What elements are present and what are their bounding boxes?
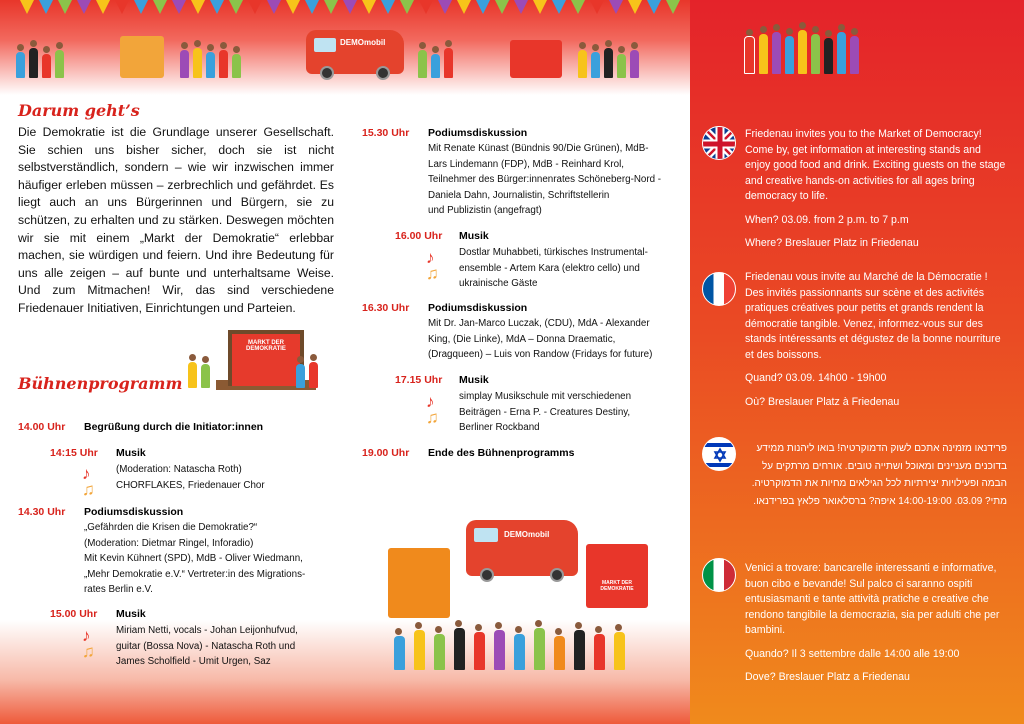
italy-flag-icon <box>702 558 736 592</box>
program-time: 16.30 Uhr <box>362 302 410 314</box>
program-desc: simplay Musikschule mit verschiedenen Beiträgen - Erna P. - Creatures Destiny, Berliner Rockband <box>459 391 632 433</box>
stage-audience <box>296 362 318 388</box>
program-title: Podiumsdiskussion <box>428 127 528 139</box>
program-title: Podiumsdiskussion <box>84 506 184 518</box>
program-time: 19.00 Uhr <box>362 447 410 459</box>
crowd-illustration-right <box>418 48 453 78</box>
italian-block <box>745 561 1007 686</box>
program-desc: Miriam Netti, vocals - Johan Leijonhufvud, guitar (Bossa Nova) - Natascha Roth und James Scholfield - Umit Urgen, Saz <box>116 625 298 667</box>
demomobil-bus-bottom-illustration <box>466 520 578 576</box>
program-title: Musik <box>459 230 489 242</box>
info-stall-illustration <box>510 40 562 78</box>
program-heading: Bühnenprogramm <box>18 374 183 393</box>
program-time: 16.00 Uhr <box>395 230 443 242</box>
program-title: Begrüßung durch die Initiator:innen <box>84 421 264 433</box>
french-when: Quand? 03.09. 14h00 - 19h00 <box>745 372 887 384</box>
food-stall-illustration <box>388 548 450 618</box>
program-desc: Mit Dr. Jan-Marco Luczak, (CDU), MdA - Alexander King, (Die Linke), MdA – Donna Draematic, (Dragqueen) – Luis von Randow (Fridays for future) <box>428 318 653 360</box>
program-time: 15.30 Uhr <box>362 127 410 139</box>
stage-performers <box>188 362 210 388</box>
italian-where: Dove? Breslauer Platz a Friedenau <box>745 671 910 683</box>
french-where: Où? Breslauer Platz à Friedenau <box>745 395 900 408</box>
english-where: Where? Breslauer Platz in Friedenau <box>745 237 919 249</box>
bunting-decoration <box>20 0 685 22</box>
program-title: Ende des Bühnenprogramms <box>428 447 575 459</box>
program-desc: „Gefährden die Krisen die Demokratie?“ (Moderation: Dietmar Ringel, Inforadio) Mit Kevin Kühnert (SPD), MdB - Oliver Wiedmann, „Mehr Demokratie e.V.“ Vertreter:in des Migrations- rates Berlin e.V. <box>84 522 306 595</box>
french-block <box>745 270 1007 410</box>
crowd-illustration-panel <box>744 30 859 74</box>
israel-flag-icon <box>702 437 736 471</box>
music-note-icon: ♪ ♫ <box>82 626 95 661</box>
program-title: Podiumsdiskussion <box>428 302 528 314</box>
intro-text: Die Demokratie ist die Grundlage unserer Gesellschaft. Sie schien uns bisher sicher, doch sie ist nicht selbstverständlich, sondern – wie wir inzwischen immer häufiger erleben müssen – zerbrechlich und gefährdet. Es liegt auch an uns Bürgerinnen und Bürgern, sie zu schützen, zu erhalten und zu stärken. Deswegen möchten wir sie mit einem „Markt der Demokratie“ erlebbar machen, sie würdigen und feiern. Und ihre Bedeutung für uns alle zeigen – auf bunte und unterhaltsame Weise. Und zum Mitmachen! Wir, das sind verschiedene Friedenauer Initiativen, Einrichtungen und Parteien. <box>18 125 334 315</box>
crowd-illustration-far-right <box>578 48 639 78</box>
crowd-illustration-left <box>16 48 64 78</box>
music-note-icon: ♪ ♫ <box>426 392 439 427</box>
music-note-icon: ♪ ♫ <box>426 248 439 283</box>
program-desc: Mit Renate Künast (Bündnis 90/Die Grünen), MdB- Lars Lindemann (FDP), MdB - Reinhard Krol, Teilnehmer des Bürger:innenrates Schöneberg-Nord - Daniela Dahn, Journalistin, Schriftstellerin und Publizistin (angefragt) <box>428 143 662 216</box>
english-when: When? 03.09. from 2 p.m. to 7 p.m <box>745 213 909 226</box>
market-booth-illustration <box>586 544 648 608</box>
crowd-illustration-bottom <box>394 628 625 670</box>
program-time: 14.30 Uhr <box>18 506 66 518</box>
english-text: Friedenau invites you to the Market of Democracy! Come by, get information at interesting stands and enjoy good food and drink. Exciting guests on the stage and creative hands-on activities for all ages bring democracy to life. <box>745 128 1006 202</box>
intro-heading: Darum geht’s <box>18 101 140 120</box>
market-booth-label: MARKT DER DEMOKRATIE <box>600 580 634 592</box>
program-time: 15.00 Uhr <box>50 608 98 620</box>
uk-flag-icon <box>702 126 736 160</box>
bus-logo-label-bottom: DEMOmobil <box>504 530 550 539</box>
france-flag-icon <box>702 272 736 306</box>
hebrew-when-where <box>745 493 1007 511</box>
french-text: Friedenau vous invite au Marché de la Démocratie ! Des invités passionnants sur scène et des activités pratiques créatives pour petits et grands rendent la démocratie tangible. Venez, informez-vous sur des stands intéressants et dégustez de la bonne nourriture et des boissons. <box>745 271 1001 361</box>
program-time: 14:15 Uhr <box>50 447 98 459</box>
program-desc: (Moderation: Natascha Roth) CHORFLAKES, Friedenauer Chor <box>116 464 265 491</box>
program-time: 14.00 Uhr <box>18 421 66 433</box>
stage-banner-label: MARKT DER DEMOKRATIE <box>246 340 286 352</box>
bus-logo-label: DEMOmobil <box>340 38 386 47</box>
english-block <box>745 127 1007 252</box>
demomobil-bus-illustration <box>306 30 404 74</box>
italian-when: Quando? Il 3 settembre dalle 14:00 alle 19:00 <box>745 647 960 660</box>
market-stall-illustration <box>120 36 164 78</box>
music-note-icon: ♪ ♫ <box>82 464 95 499</box>
crowd-illustration-mid <box>180 48 241 78</box>
program-title: Musik <box>116 447 146 459</box>
program-desc: Dostlar Muhabbeti, türkisches Instrumental- ensemble - Artem Kara (elektro cello) und ukrainische Gäste <box>459 247 648 289</box>
hebrew-text: פרידנאו מזמינה אתכם לשוק הדמוקרטיה! בואו ליהנות ממידע בדוכנים מעניינים ומאוכל ושתייה טובים. אורחים מרתקים על הבמה ופעילויות יצירתיות לכל הגילאים מחיות את הדמוקרטיה. <box>751 443 1007 489</box>
program-time: 17.15 Uhr <box>395 374 443 386</box>
hebrew-where: איפה? ברסלאואר פלאץ בפרידנאו. <box>753 495 896 507</box>
hebrew-when: מתי? 03.09. 14:00-19:00 <box>898 495 1007 507</box>
hebrew-block <box>745 440 1007 510</box>
program-title: Musik <box>459 374 489 386</box>
program-title: Musik <box>116 608 146 620</box>
stage-illustration <box>228 330 304 386</box>
italian-text: Venici a trovare: bancarelle interessanti e informative, buon cibo e bevande! Sul palco ci saranno ospiti entusiasmanti e tante attività pratiche e creative che rendono tangibile la democrazia, sia per adulti che per bambini. <box>745 562 1000 636</box>
